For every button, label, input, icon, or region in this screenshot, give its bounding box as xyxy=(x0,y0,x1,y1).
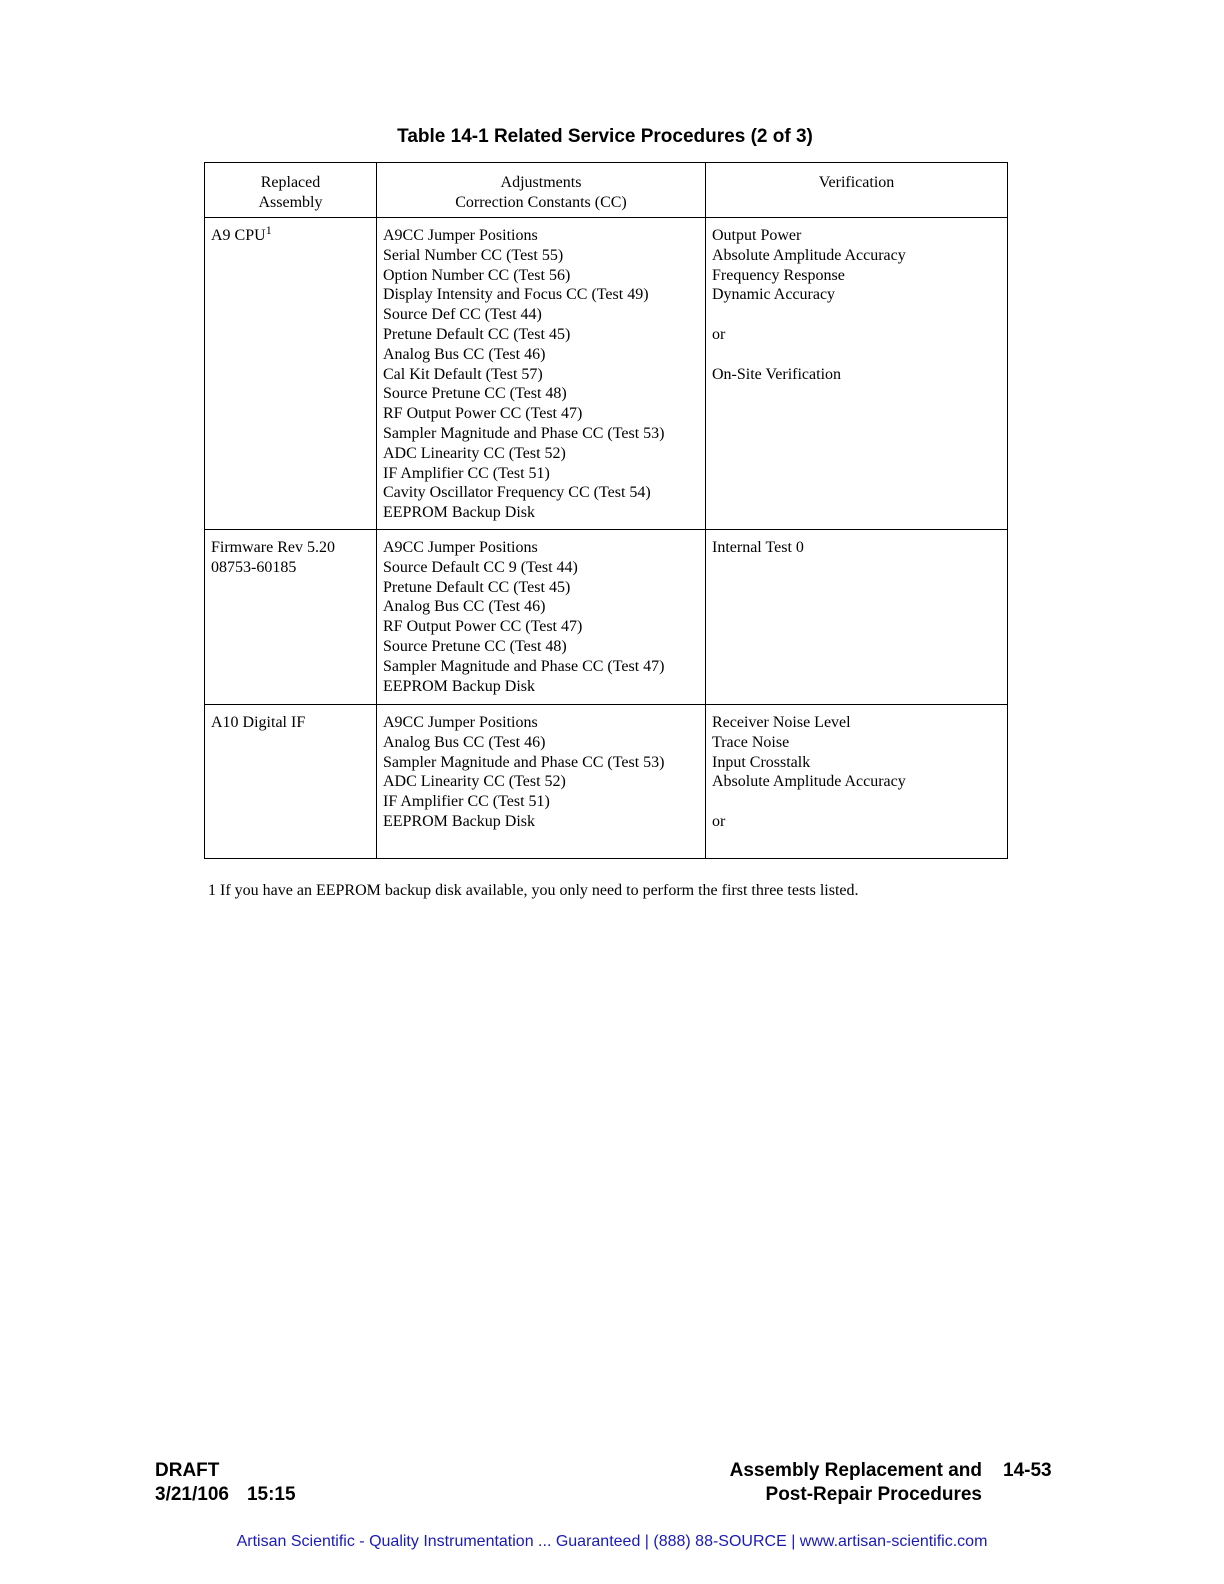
verification-cell xyxy=(706,218,1008,530)
table-row xyxy=(205,218,1008,530)
procedure-item: Pretune Default CC (Test 45) xyxy=(383,325,571,343)
table-row xyxy=(205,530,1008,705)
procedure-item: A9CC Jumper Positions xyxy=(383,714,538,731)
adjustments-cell xyxy=(377,530,706,705)
procedure-item xyxy=(712,345,1002,365)
header-verification: Verification xyxy=(706,163,1008,218)
assembly-cell xyxy=(205,530,377,705)
verification-cell xyxy=(706,705,1008,859)
procedure-item: EEPROM Backup Disk xyxy=(383,677,535,695)
footer-draft-info xyxy=(155,1459,296,1507)
procedure-item: Source Pretune CC (Test 48) xyxy=(383,637,567,655)
procedure-item: Frequency Response xyxy=(712,266,845,284)
header-adjustments: Adjustments Correction Constants (CC) xyxy=(377,163,706,218)
assembly-name: A9 CPU xyxy=(211,227,266,244)
footnote: 1 If you have an EEPROM backup disk available, you only need to perform the first three tests listed. xyxy=(208,882,859,899)
table-header-row xyxy=(205,163,1008,218)
adjustments-cell xyxy=(377,705,706,859)
verification-cell xyxy=(706,530,1008,705)
procedure-item: Input Crosstalk xyxy=(712,753,811,771)
procedure-item: Pretune Default CC (Test 45) xyxy=(383,578,571,596)
procedure-item: ADC Linearity CC (Test 52) xyxy=(383,773,566,791)
procedure-item: Dynamic Accuracy xyxy=(712,286,836,304)
procedure-item: Display Intensity and Focus CC (Test 49) xyxy=(383,286,649,304)
procedure-item: Cavity Oscillator Frequency CC (Test 54) xyxy=(383,484,651,502)
footer-section-title: Assembly Replacement and Post-Repair Procedures xyxy=(729,1460,982,1505)
assembly-cell xyxy=(205,705,377,859)
vendor-banner: Artisan Scientific - Quality Instrumentation ... Guaranteed | (888) 88-SOURCE | www.artisan-scientific.com xyxy=(236,1533,988,1550)
procedure-item xyxy=(712,305,1002,325)
assembly-cell xyxy=(205,218,377,530)
draft-time: 15:15 xyxy=(246,1484,296,1505)
table-row xyxy=(205,705,1008,859)
draft-date: 3/21/106 xyxy=(155,1484,229,1505)
procedure-item: Output Power xyxy=(712,227,802,244)
procedure-item: Trace Noise xyxy=(712,733,790,751)
procedure-item: IF Amplifier CC (Test 51) xyxy=(383,464,550,482)
procedure-item: Analog Bus CC (Test 46) xyxy=(383,598,546,616)
assembly-name: Firmware Rev 5.20 xyxy=(211,539,335,556)
procedure-item: Option Number CC (Test 56) xyxy=(383,266,571,284)
procedure-item: Absolute Amplitude Accuracy xyxy=(712,773,906,791)
procedure-item: IF Amplifier CC (Test 51) xyxy=(383,793,550,811)
procedure-item: EEPROM Backup Disk xyxy=(383,504,535,522)
procedure-item: EEPROM Backup Disk xyxy=(383,812,535,830)
procedure-item: Serial Number CC (Test 55) xyxy=(383,246,564,264)
adjustments-cell xyxy=(377,218,706,530)
procedure-item: Sampler Magnitude and Phase CC (Test 53) xyxy=(383,424,665,442)
procedure-item: Analog Bus CC (Test 46) xyxy=(383,345,546,363)
procedure-item: Source Pretune CC (Test 48) xyxy=(383,385,567,403)
draft-label: DRAFT xyxy=(155,1460,220,1481)
service-procedures-table xyxy=(204,162,1008,859)
procedure-item: On-Site Verification xyxy=(712,365,842,383)
procedure-item: Internal Test 0 xyxy=(712,539,804,556)
procedure-item xyxy=(712,792,1002,812)
procedure-item: Analog Bus CC (Test 46) xyxy=(383,733,546,751)
procedure-item: Sampler Magnitude and Phase CC (Test 53) xyxy=(383,753,665,771)
procedure-item: Receiver Noise Level xyxy=(712,714,851,731)
procedure-item: RF Output Power CC (Test 47) xyxy=(383,618,583,636)
procedure-item: Source Default CC 9 (Test 44) xyxy=(383,558,578,576)
procedure-item: A9CC Jumper Positions xyxy=(383,539,538,556)
procedure-item: Cal Kit Default (Test 57) xyxy=(383,365,543,383)
procedure-item: Absolute Amplitude Accuracy xyxy=(712,246,906,264)
procedure-item: or xyxy=(712,812,726,830)
footnote-marker: 1 xyxy=(265,223,272,237)
procedure-item: Sampler Magnitude and Phase CC (Test 47) xyxy=(383,657,665,675)
procedure-item: Source Def CC (Test 44) xyxy=(383,306,542,324)
table-title: Table 14-1 Related Service Procedures (2 of 3) xyxy=(397,126,813,147)
procedure-item: or xyxy=(712,325,726,343)
page-number: 14-53 xyxy=(1003,1460,1052,1481)
procedure-item: A9CC Jumper Positions xyxy=(383,227,538,244)
header-replaced-assembly: Replaced Assembly xyxy=(205,163,377,218)
procedure-item: ADC Linearity CC (Test 52) xyxy=(383,444,566,462)
assembly-name: 08753-60185 xyxy=(211,558,297,576)
procedure-item: RF Output Power CC (Test 47) xyxy=(383,405,583,423)
assembly-name: A10 Digital IF xyxy=(211,714,306,731)
